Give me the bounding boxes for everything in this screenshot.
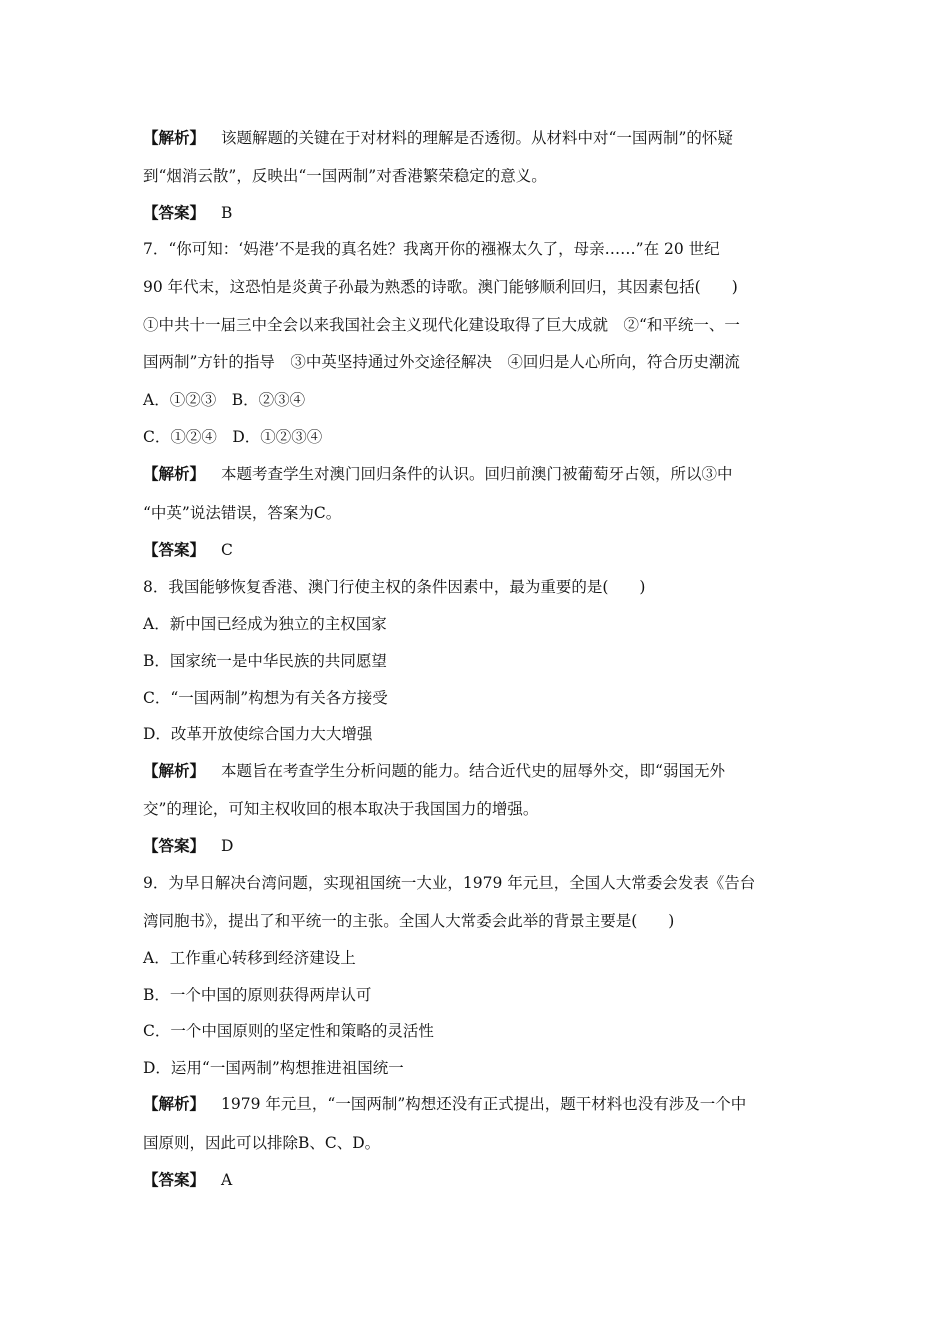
q8-option-b: B．国家统一是中华民族的共同愿望 xyxy=(143,652,387,670)
analysis-label: 【解析】 xyxy=(143,464,206,483)
q9-option-d: D．运用“一国两制”构想推进祖国统一 xyxy=(143,1059,404,1077)
answer-label: 【答案】 xyxy=(143,1170,206,1189)
q7-stem-line-4: 国两制”方针的指导 ③中英坚持通过外交途径解决 ④回归是人心所向，符合历史潮流 xyxy=(143,353,740,371)
q9-analysis-line-2: 国原则，因此可以排除B、C、D。 xyxy=(143,1134,381,1152)
answer-label: 【答案】 xyxy=(143,203,206,222)
q8-answer: 【答案】 D xyxy=(143,836,234,855)
q8-option-c: C．“一国两制”构想为有关各方接受 xyxy=(143,689,388,707)
q7-stem-line-1: 7．“你可知：‘妈港’不是我的真名姓？我离开你的襁褓太久了，母亲……”在 20 世纪 xyxy=(143,240,720,258)
q8-option-d: D．改革开放使综合国力大大增强 xyxy=(143,725,373,743)
analysis-label: 【解析】 xyxy=(143,1094,206,1113)
q7-answer: 【答案】 C xyxy=(143,540,233,559)
q8-option-a: A．新中国已经成为独立的主权国家 xyxy=(143,615,387,633)
q9-stem-line-2: 湾同胞书》，提出了和平统一的主张。全国人大常委会此举的背景主要是( ) xyxy=(143,912,675,930)
q9-analysis-line-1: 【解析】 1979 年元旦，“一国两制”构想还没有正式提出，题干材料也没有涉及一个中 xyxy=(143,1094,747,1113)
q8-analysis-line-1: 【解析】 本题旨在考查学生分析问题的能力。结合近代史的屈辱外交，即“弱国无外 xyxy=(143,761,725,780)
q7-options-cd: C．①②④ D．①②③④ xyxy=(143,428,323,446)
analysis-label: 【解析】 xyxy=(143,761,206,780)
answer-label: 【答案】 xyxy=(143,540,206,559)
analysis-label: 【解析】 xyxy=(143,128,206,147)
q9-answer: 【答案】 A xyxy=(143,1170,233,1189)
q7-analysis-line-1: 【解析】 本题考查学生对澳门回归条件的认识。回归前澳门被葡萄牙占领，所以③中 xyxy=(143,464,733,483)
q8-analysis-line-2: 交”的理论，可知主权收回的根本取决于我国国力的增强。 xyxy=(143,800,539,818)
q7-analysis-line-2: “中英”说法错误，答案为C。 xyxy=(143,504,342,522)
q7-options-ab: A．①②③ B．②③④ xyxy=(143,391,306,409)
answer-label: 【答案】 xyxy=(143,836,206,855)
q8-stem: 8．我国能够恢复香港、澳门行使主权的条件因素中，最为重要的是( ) xyxy=(143,578,646,596)
q9-option-a: A．工作重心转移到经济建设上 xyxy=(143,949,356,967)
q6-answer: 【答案】 B xyxy=(143,203,233,222)
q7-stem-line-3: ①中共十一届三中全会以来我国社会主义现代化建设取得了巨大成就 ②“和平统一、一 xyxy=(143,316,740,334)
q9-stem-line-1: 9．为早日解决台湾问题，实现祖国统一大业，1979 年元旦，全国人大常委会发表《告台 xyxy=(143,874,756,892)
q6-analysis-line-1: 【解析】 该题解题的关键在于对材料的理解是否透彻。从材料中对“一国两制”的怀疑 xyxy=(143,128,733,147)
q9-option-b: B．一个中国的原则获得两岸认可 xyxy=(143,986,372,1004)
q6-analysis-line-2: 到“烟消云散”，反映出“一国两制”对香港繁荣稳定的意义。 xyxy=(143,167,547,185)
q7-stem-line-2: 90 年代末，这恐怕是炎黄子孙最为熟悉的诗歌。澳门能够顺利回归，其因素包括( ) xyxy=(143,278,738,296)
q9-option-c: C．一个中国原则的坚定性和策略的灵活性 xyxy=(143,1022,434,1040)
